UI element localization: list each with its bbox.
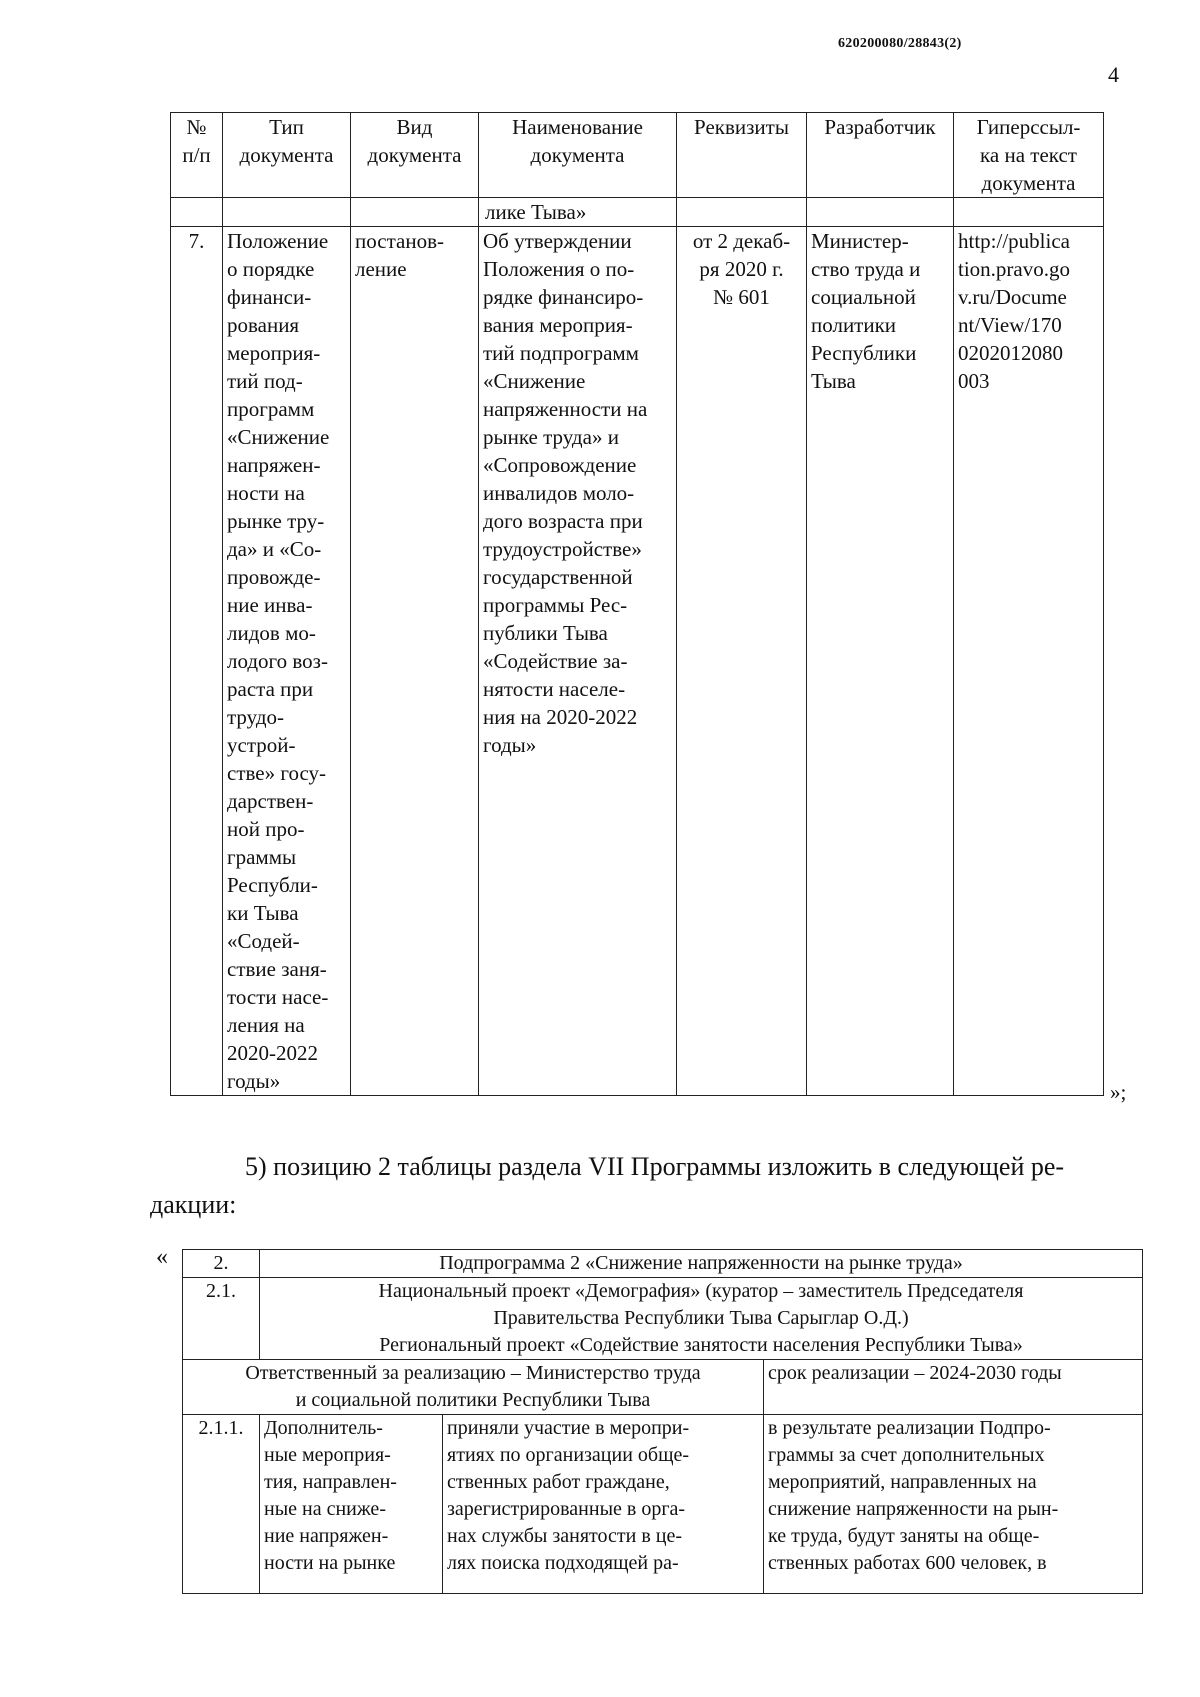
column-header-doc-kind: Вид документа — [351, 113, 479, 198]
program-table — [182, 1249, 1143, 1594]
documents-table — [170, 112, 1104, 1096]
subprogram-title: Подпрограмма 2 «Снижение напряженности на рынке труда» — [260, 1250, 1143, 1278]
continuation-text: лике Тыва» — [479, 198, 677, 227]
details-cell: от 2 декаб- ря 2020 г. № 601 — [677, 227, 807, 1096]
project-description: Национальный проект «Демография» (куратор – заместитель Председателя Правительства Республики Тыва Сарыглар О.Д.) Региональный проект «Содействие занятости населения Республики Тыва» — [260, 1278, 1143, 1360]
column-header-link: Гиперссыл- ка на текст документа — [954, 113, 1104, 198]
table-row — [171, 227, 1104, 1096]
measure-result: в результате реализации Подпро- граммы за счет дополнительных мероприятий, направленных на снижение напряженности на рын- ке труда, будут заняты на обще- ственных работах 600 человек, в — [764, 1415, 1143, 1594]
amendment-paragraph: 5) позицию 2 таблицы раздела VII Программы изложить в следующей ре- дакции: — [150, 1152, 1065, 1219]
developer-cell: Министер- ство труда и социальной политики Республики Тыва — [807, 227, 954, 1096]
measure-description: Дополнитель- ные мероприя- тия, направлен- ные на сниже- ние напряжен- ности на рынке — [260, 1415, 443, 1594]
page-number: 4 — [1108, 62, 1119, 87]
measure-number: 2.1.1. — [183, 1415, 260, 1594]
doc-type-cell: Положение о порядке финанси- рования мероприя- тий под- программ «Снижение напряжен- ности на рынке тру- да» и «Со- провожде- ние инва- лидов мо- лодого воз- раста при трудо- устрой- стве» госу- дарствен- ной про- граммы Республи- ки Тыва «Содей- ствие заня- тости насе- ления на 2020-2022 годы» — [223, 227, 351, 1096]
subprogram-number: 2. — [183, 1250, 260, 1278]
document-number: 620200080/28843(2) — [838, 36, 962, 51]
table-row-continuation — [171, 198, 1104, 227]
subprogram-row — [183, 1250, 1143, 1278]
doc-kind-cell: постанов- ление — [351, 227, 479, 1096]
table-header-row — [171, 113, 1104, 198]
column-header-doc-type: Тип документа — [223, 113, 351, 198]
hyperlink-cell[interactable]: http://publica tion.pravo.go v.ru/Docume nt/View/170 0202012080 003 — [954, 227, 1104, 1096]
measure-row — [183, 1415, 1143, 1594]
implementation-period: срок реализации – 2024-2030 годы — [764, 1360, 1143, 1415]
national-project-row — [183, 1278, 1143, 1360]
measure-participants: приняли участие в меропри- ятиях по организации обще- ственных работ граждане, зарегистрированные в орга- нах службы занятости в це- лях поиска подходящей ра- — [443, 1415, 764, 1594]
doc-name-cell: Об утверждении Положения о по- рядке финансиро- вания мероприя- тий подпрограмм «Снижение напряженности на рынке труда» и «Сопровождение инвалидов моло- дого возраста при трудоустройстве» государственной программы Рес- публики Тыва «Содействие за- нятости населе- ния на 2020-2022 годы» — [479, 227, 677, 1096]
opening-quote: « — [156, 1244, 168, 1270]
column-header-doc-name: Наименование документа — [479, 113, 677, 198]
column-header-details: Реквизиты — [677, 113, 807, 198]
responsible-party: Ответственный за реализацию – Министерство труда и социальной политики Республики Тыва — [183, 1360, 764, 1415]
column-header-number: № п/п — [171, 113, 223, 198]
responsible-row — [183, 1360, 1143, 1415]
row-number: 7. — [171, 227, 223, 1096]
closing-quote-suffix: »; — [1110, 1080, 1127, 1104]
project-number: 2.1. — [183, 1278, 260, 1360]
column-header-developer: Разработчик — [807, 113, 954, 198]
